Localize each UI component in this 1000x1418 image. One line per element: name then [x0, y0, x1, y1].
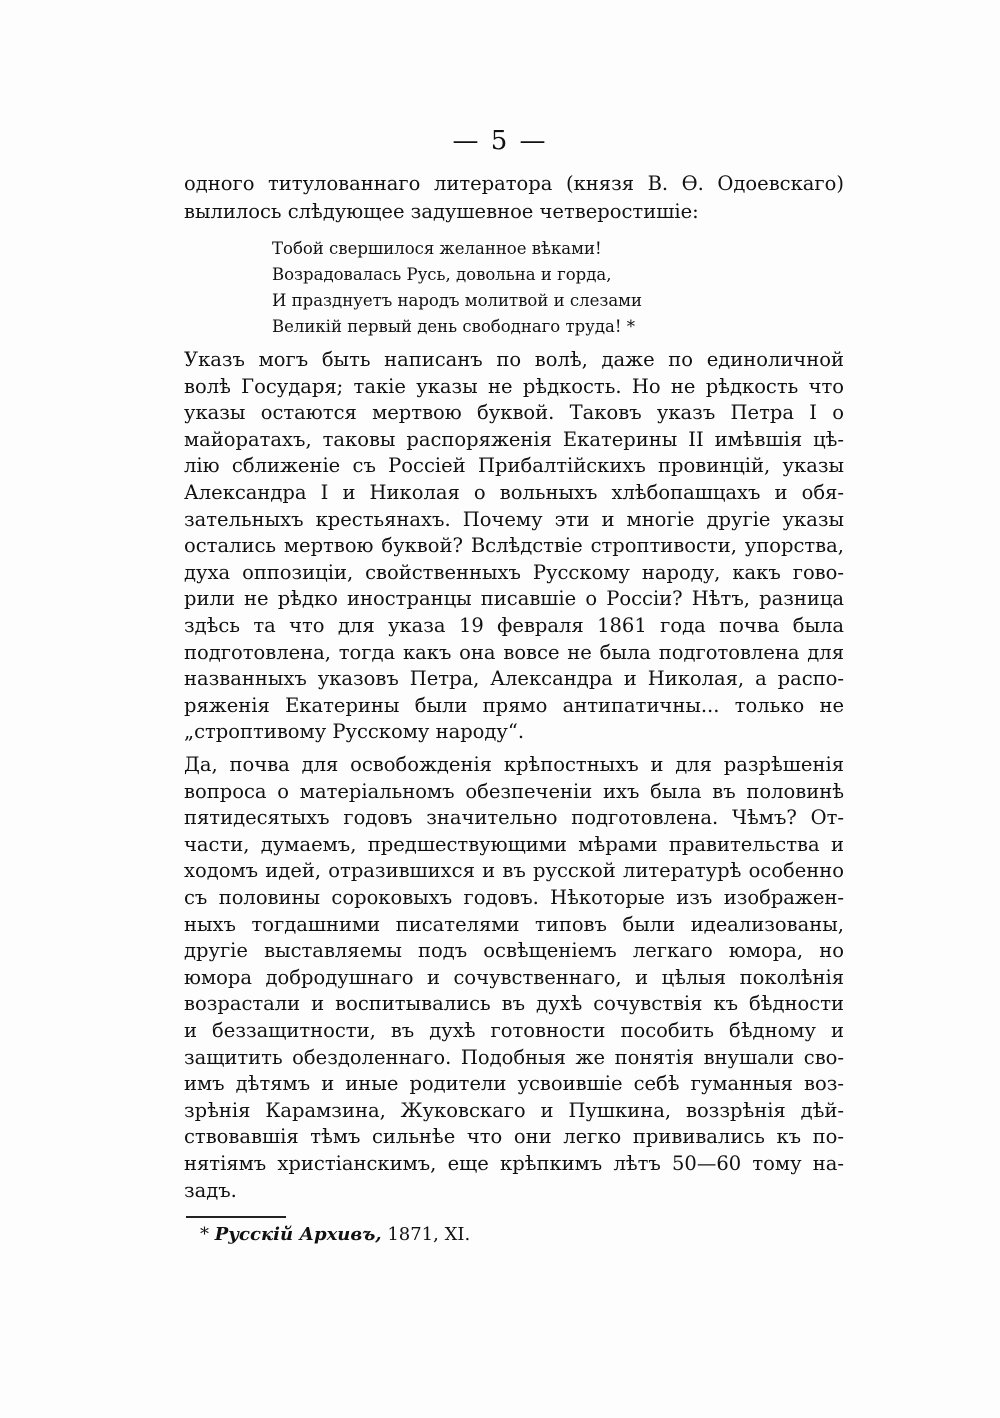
- poem-line: Возрадовалась Русь, довольна и горда,: [272, 265, 612, 284]
- text-line: юмора добродушнаго и сочувственнаго, и цѣлыя поколѣнія: [184, 965, 844, 989]
- text-line: Александра I и Николая о вольныхъ хлѣбопашцахъ и обя-: [184, 480, 844, 504]
- text-line: „строптивому Русскому народу“.: [184, 720, 525, 744]
- text-line: зрѣнія Карамзина, Жуковскаго и Пушкина, воззрѣнія дѣй-: [184, 1098, 844, 1122]
- text-line: защитить обездоленнаго. Подобныя же понятія внушали сво-: [184, 1045, 844, 1069]
- paragraph-decree: [184, 347, 844, 746]
- text-line: остались мертвою буквой? Вслѣдствіе строптивости, упорства,: [184, 534, 844, 558]
- footnote-source-details: 1871, XI.: [387, 1224, 471, 1245]
- text-line: названныхъ указовъ Петра, Александра и Николая, а распо-: [184, 667, 844, 691]
- poem-line: Тобой свершилося желанное вѣками!: [272, 239, 602, 258]
- paragraph-soil: [184, 752, 844, 1204]
- text-line: и беззащитности, въ духѣ готовности пособить бѣдному и: [184, 1018, 844, 1042]
- text-line: ныхъ тогдашними писателями типовъ были идеализованы,: [184, 912, 844, 936]
- footnote-divider: [186, 1216, 286, 1218]
- footnote: [200, 1224, 470, 1245]
- text-line: подготовлена, тогда какъ она вовсе не была подготовлена для: [184, 640, 844, 664]
- text-line: имъ дѣтямъ и иные родители усвоившіе себѣ гуманныя воз-: [184, 1072, 844, 1096]
- poem-line: Великій первый день свободнаго труда! *: [272, 317, 636, 336]
- text-line: здѣсь та что для указа 19 февраля 1861 года почва была: [184, 613, 844, 637]
- intro-paragraph: [184, 170, 844, 226]
- text-line: духа оппозиціи, свойственныхъ Русскому народу, какъ гово-: [184, 560, 844, 584]
- text-line: ствовавшія тѣмъ сильнѣе что они легко прививались къ по-: [184, 1125, 844, 1149]
- text-line: ряженія Екатерины были прямо антипатичны... только не: [184, 693, 844, 717]
- text-line: лію сближеніе съ Россіей Прибалтійскихъ провинцій, указы: [184, 454, 844, 478]
- text-line: нятіямъ христіанскимъ, еще крѣпкимъ лѣтъ 50—60 тому на-: [184, 1151, 844, 1175]
- text-line: зательныхъ крестьянахъ. Почему эти и многіе другіе указы: [184, 507, 844, 531]
- page-number: — 5 —: [452, 126, 548, 156]
- text-line: ходомъ идей, отразившихся и въ русской литературѣ особенно: [184, 859, 844, 883]
- text-line: пятидесятыхъ годовъ значительно подготовлена. Чѣмъ? От-: [184, 806, 844, 830]
- text-line: части, думаемъ, предшествующими мѣрами правительства и: [184, 832, 844, 856]
- text-line: рили не рѣдко иностранцы писавшіе о Россіи? Нѣтъ, разница: [184, 587, 844, 611]
- text-line: возрастали и воспитывались въ духѣ сочувствія къ бѣдности: [184, 992, 844, 1016]
- text-line: одного титулованнаго литератора (князя В. Ѳ. Одоевскаго): [184, 172, 844, 195]
- text-line: Да, почва для освобожденія крѣпостныхъ и для разрѣшенія: [184, 753, 844, 776]
- text-line: майоратахъ, таковы распоряженія Екатерины II имѣвшія цѣ-: [184, 427, 844, 451]
- footnote-marker: *: [200, 1224, 209, 1245]
- text-line: волѣ Государя; такіе указы не рѣдкость. Но не рѣдкость что: [184, 374, 844, 398]
- text-line: задъ.: [184, 1178, 237, 1202]
- footnote-source-title: Русскій Архивъ,: [214, 1224, 382, 1245]
- text-line: другіе выставляемы подъ освѣщеніемъ легкаго юмора, но: [184, 939, 844, 963]
- poem-line: И празднуетъ народъ молитвой и слезами: [272, 291, 643, 310]
- text-line: вопроса о матеріальномъ обезпеченіи ихъ была въ половинѣ: [184, 779, 844, 803]
- poem-quatrain: [272, 236, 642, 340]
- text-line: указы остаются мертвою буквой. Таковъ указъ Петра I о: [184, 401, 844, 425]
- text-line: вылилось слѣдующее задушевное четверостишіе:: [184, 200, 699, 223]
- text-line: съ половины сороковыхъ годовъ. Нѣкоторые изъ изображен-: [184, 885, 844, 909]
- text-line: Указъ могъ быть написанъ по волѣ, даже по единоличной: [184, 348, 844, 371]
